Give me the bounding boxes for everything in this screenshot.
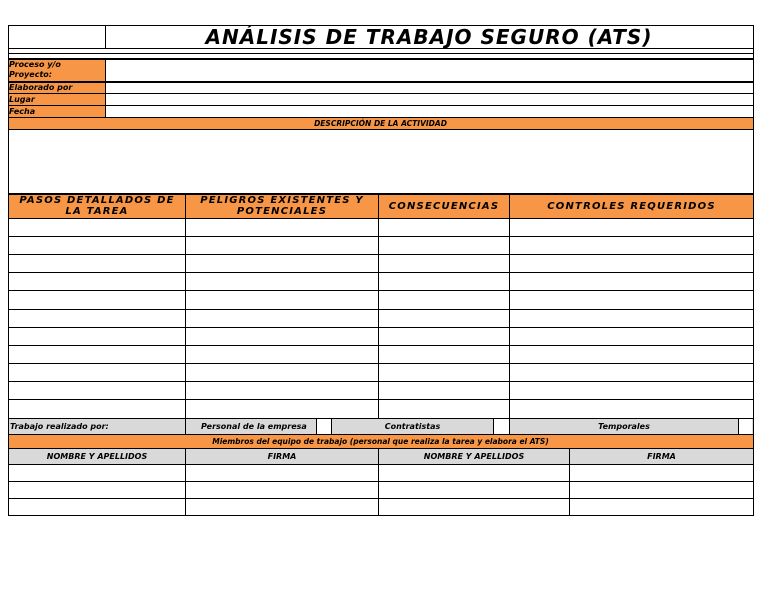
description-header: DESCRIPCIÓN DE LA ACTIVIDAD <box>8 118 753 129</box>
line <box>8 418 754 419</box>
team-cell-nombre-2[interactable] <box>379 465 569 481</box>
cell-peligros[interactable] <box>186 382 378 399</box>
line <box>8 193 754 195</box>
team-col-nombre-2: NOMBRE Y APELLIDOS <box>423 452 525 461</box>
cell-controles[interactable] <box>510 346 753 363</box>
team-col-firma-2: FIRMA <box>647 452 676 461</box>
team-header: Miembros del equipo de trabajo (personal que realiza la tarea y elabora el ATS) <box>8 434 753 448</box>
line <box>331 418 332 434</box>
col-divider-1 <box>185 194 186 434</box>
col-header-consecuencias: CONSECUENCIAS <box>388 200 500 212</box>
cell-pasos[interactable] <box>9 364 185 381</box>
cell-consecuencias[interactable] <box>379 219 509 236</box>
team-cell-firma-2[interactable] <box>570 465 753 481</box>
cell-controles[interactable] <box>510 291 753 308</box>
cell-consecuencias[interactable] <box>379 255 509 272</box>
line <box>8 129 754 130</box>
cell-peligros[interactable] <box>186 328 378 345</box>
team-cell-nombre-1[interactable] <box>9 482 185 498</box>
cell-pasos[interactable] <box>9 255 185 272</box>
team-cell-firma-2[interactable] <box>570 482 753 498</box>
line <box>8 48 754 49</box>
line <box>316 418 317 434</box>
cell-pasos[interactable] <box>9 400 185 417</box>
cell-peligros[interactable] <box>186 219 378 236</box>
line <box>8 81 754 83</box>
option-contratistas-checkbox[interactable] <box>494 419 509 434</box>
page-title: ANÁLISIS DE TRABAJO SEGURO (ATS) <box>205 24 653 49</box>
col-divider-3 <box>509 194 510 434</box>
info-divider <box>105 58 106 118</box>
cell-peligros[interactable] <box>186 255 378 272</box>
cell-peligros[interactable] <box>186 364 378 381</box>
description-field[interactable] <box>9 131 752 193</box>
option-personal-label: Personal de la empresa <box>201 422 307 431</box>
cell-consecuencias[interactable] <box>379 400 509 417</box>
line <box>8 53 754 54</box>
cell-consecuencias[interactable] <box>379 364 509 381</box>
cell-peligros[interactable] <box>186 273 378 290</box>
line <box>8 218 754 219</box>
cell-controles[interactable] <box>510 255 753 272</box>
frame-top <box>8 25 754 26</box>
lugar-field[interactable] <box>106 94 753 105</box>
proceso-field[interactable] <box>106 59 753 81</box>
cell-consecuencias[interactable] <box>379 273 509 290</box>
team-cell-nombre-1[interactable] <box>9 499 185 515</box>
team-cell-nombre-2[interactable] <box>379 482 569 498</box>
cell-controles[interactable] <box>510 328 753 345</box>
team-col-nombre-1: NOMBRE Y APELLIDOS <box>46 452 148 461</box>
cell-pasos[interactable] <box>9 382 185 399</box>
col-divider-2 <box>378 194 379 418</box>
cell-pasos[interactable] <box>9 237 185 254</box>
team-row-line <box>8 515 754 516</box>
elaborado-field[interactable] <box>106 82 753 93</box>
team-divider-2 <box>378 448 379 516</box>
work-by-label: Trabajo realizado por: <box>10 422 109 431</box>
info-label-lugar: Lugar <box>8 94 105 105</box>
cell-consecuencias[interactable] <box>379 328 509 345</box>
team-cell-firma-1[interactable] <box>186 482 378 498</box>
info-label-fecha: Fecha <box>8 106 105 117</box>
cell-consecuencias[interactable] <box>379 346 509 363</box>
cell-consecuencias[interactable] <box>379 310 509 327</box>
cell-pasos[interactable] <box>9 273 185 290</box>
team-divider-1 <box>185 448 186 516</box>
info-label-proceso: Proceso y/o Proyecto: <box>8 59 105 81</box>
line <box>8 434 754 435</box>
line <box>8 93 754 94</box>
cell-consecuencias[interactable] <box>379 291 509 308</box>
cell-pasos[interactable] <box>9 346 185 363</box>
team-cell-nombre-2[interactable] <box>379 499 569 515</box>
cell-peligros[interactable] <box>186 291 378 308</box>
col-header-pasos: PASOS DETALLADOS DE LA TAREA <box>19 195 175 217</box>
logo-cell <box>8 25 105 48</box>
fecha-field[interactable] <box>106 106 753 117</box>
frame-left <box>8 25 9 516</box>
line <box>8 464 754 465</box>
col-header-controles: CONTROLES REQUERIDOS <box>547 200 716 212</box>
line <box>8 58 754 60</box>
cell-controles[interactable] <box>510 400 753 417</box>
option-contratistas-label: Contratistas <box>384 422 441 431</box>
option-temporales-checkbox[interactable] <box>739 419 752 434</box>
option-temporales-label: Temporales <box>598 422 650 431</box>
cell-controles[interactable] <box>510 310 753 327</box>
cell-consecuencias[interactable] <box>379 382 509 399</box>
team-cell-firma-1[interactable] <box>186 499 378 515</box>
cell-pasos[interactable] <box>9 310 185 327</box>
cell-controles[interactable] <box>510 273 753 290</box>
title-divider <box>105 25 106 48</box>
cell-pasos[interactable] <box>9 291 185 308</box>
line <box>8 448 754 449</box>
team-cell-firma-1[interactable] <box>186 465 378 481</box>
col-header-peligros: PELIGROS EXISTENTES Y POTENCIALES <box>200 195 364 217</box>
line <box>8 105 754 106</box>
cell-consecuencias[interactable] <box>379 237 509 254</box>
option-personal-checkbox[interactable] <box>317 419 331 434</box>
team-cell-firma-2[interactable] <box>570 499 753 515</box>
cell-controles[interactable] <box>510 364 753 381</box>
cell-peligros[interactable] <box>186 400 378 417</box>
team-col-firma-1: FIRMA <box>267 452 297 461</box>
cell-peligros[interactable] <box>186 346 378 363</box>
team-divider-3 <box>569 448 570 516</box>
cell-controles[interactable] <box>510 219 753 236</box>
frame-right <box>753 25 754 516</box>
line <box>8 117 754 118</box>
cell-peligros[interactable] <box>186 310 378 327</box>
cell-peligros[interactable] <box>186 237 378 254</box>
line <box>738 418 739 434</box>
cell-pasos[interactable] <box>9 328 185 345</box>
cell-controles[interactable] <box>510 237 753 254</box>
info-label-elaborado: Elaborado por <box>8 82 105 93</box>
cell-pasos[interactable] <box>9 219 185 236</box>
cell-controles[interactable] <box>510 382 753 399</box>
line <box>493 418 494 434</box>
team-cell-nombre-1[interactable] <box>9 465 185 481</box>
